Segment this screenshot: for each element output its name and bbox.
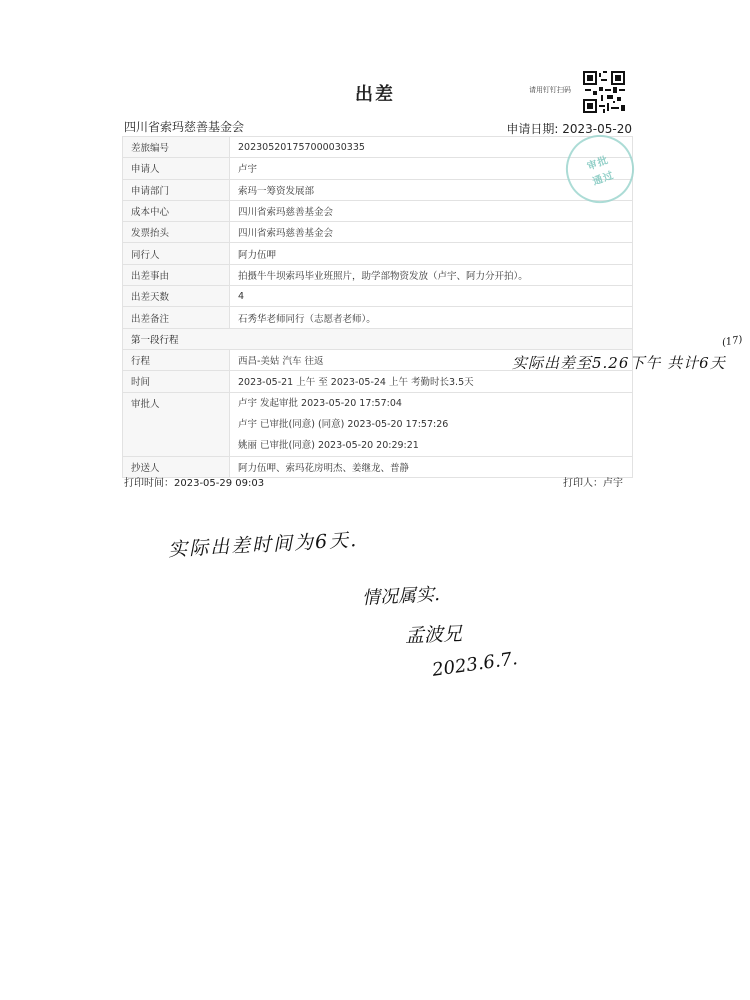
table-row xyxy=(123,158,633,179)
table-row xyxy=(123,264,633,285)
field-value: 四川省索玛慈善基金会 xyxy=(230,222,633,243)
field-label: 时间 xyxy=(123,371,230,392)
field-label: 出差事由 xyxy=(123,264,230,285)
approval-list xyxy=(230,392,633,456)
qr-label: 请用钉钉扫码 xyxy=(529,86,571,94)
printer: 打印人：卢宇 xyxy=(563,478,623,489)
qr-code-icon xyxy=(583,71,625,113)
section-header-row xyxy=(123,328,633,349)
table-row xyxy=(123,137,633,158)
handwritten-date: 2023.6.7. xyxy=(430,648,519,681)
field-label: 申请部门 xyxy=(123,179,230,200)
field-label: 行程 xyxy=(123,349,230,370)
table-row xyxy=(123,392,633,456)
field-value: 阿力伍呷 xyxy=(230,243,633,264)
organization-name: 四川省索玛慈善基金会 xyxy=(124,120,245,134)
apply-date-label: 申请日期: xyxy=(506,122,559,136)
table-row xyxy=(123,243,633,264)
field-label: 出差天数 xyxy=(123,286,230,307)
field-value: 索玛一筹资发展部 xyxy=(230,179,633,200)
approval-entry: 卢宇 已审批(同意) (同意) 2023-05-20 17:57:26 xyxy=(238,418,449,430)
field-value: 拍摄牛牛坝索玛毕业班照片，助学部物资发放（卢宇、阿力分开拍）。 xyxy=(230,264,633,285)
handwritten-signature: 孟波兄 xyxy=(404,623,463,647)
print-time: 打印时间：2023-05-29 09:03 xyxy=(124,478,265,489)
field-value: 卢宇 xyxy=(230,158,633,179)
apply-date xyxy=(506,120,632,137)
handwritten-confirmation: 情况属实. xyxy=(361,583,441,610)
table-row xyxy=(123,286,633,307)
field-label: 发票抬头 xyxy=(123,222,230,243)
document-title: 出差 xyxy=(355,84,395,105)
stamp-text: 审批 xyxy=(585,154,611,173)
handwritten-note: 实际出差时间为6天. xyxy=(167,529,359,561)
field-value: 4 xyxy=(230,286,633,307)
handwritten-side-note-superscript: (17) xyxy=(721,334,744,349)
field-value: 2023-05-21 上午 至 2023-05-24 上午 考勤时长3.5天 xyxy=(230,371,633,392)
field-label: 差旅编号 xyxy=(123,137,230,158)
field-label: 同行人 xyxy=(123,243,230,264)
approval-entry: 姚丽 已审批(同意) 2023-05-20 20:29:21 xyxy=(238,439,419,451)
table-row xyxy=(123,200,633,221)
travel-form-table xyxy=(122,136,633,478)
table-row xyxy=(123,222,633,243)
stamp-text: 通过 xyxy=(591,169,616,188)
table-row xyxy=(123,371,633,392)
section-title: 第一段行程 xyxy=(123,328,633,349)
field-label: 出差备注 xyxy=(123,307,230,328)
field-value: 202305201757000030335 xyxy=(230,137,633,158)
apply-date-value: 2023-05-20 xyxy=(562,122,632,136)
field-value: 阿力伍呷、索玛花房明杰、姜继龙、普静 xyxy=(230,456,633,477)
field-label: 审批人 xyxy=(123,392,230,456)
approval-entry: 卢宇 发起审批 2023-05-20 17:57:04 xyxy=(238,397,402,409)
field-label: 申请人 xyxy=(123,158,230,179)
field-label: 抄送人 xyxy=(123,456,230,477)
table-row xyxy=(123,307,633,328)
handwritten-side-note: 实际出差至5.26下午 共计6天 xyxy=(512,354,726,372)
field-label: 成本中心 xyxy=(123,200,230,221)
field-value: 西昌-美姑 汽车 往返 xyxy=(230,349,633,370)
table-row xyxy=(123,179,633,200)
field-value: 石秀华老师同行（志愿者老师）。 xyxy=(230,307,633,328)
field-value: 四川省索玛慈善基金会 xyxy=(230,200,633,221)
